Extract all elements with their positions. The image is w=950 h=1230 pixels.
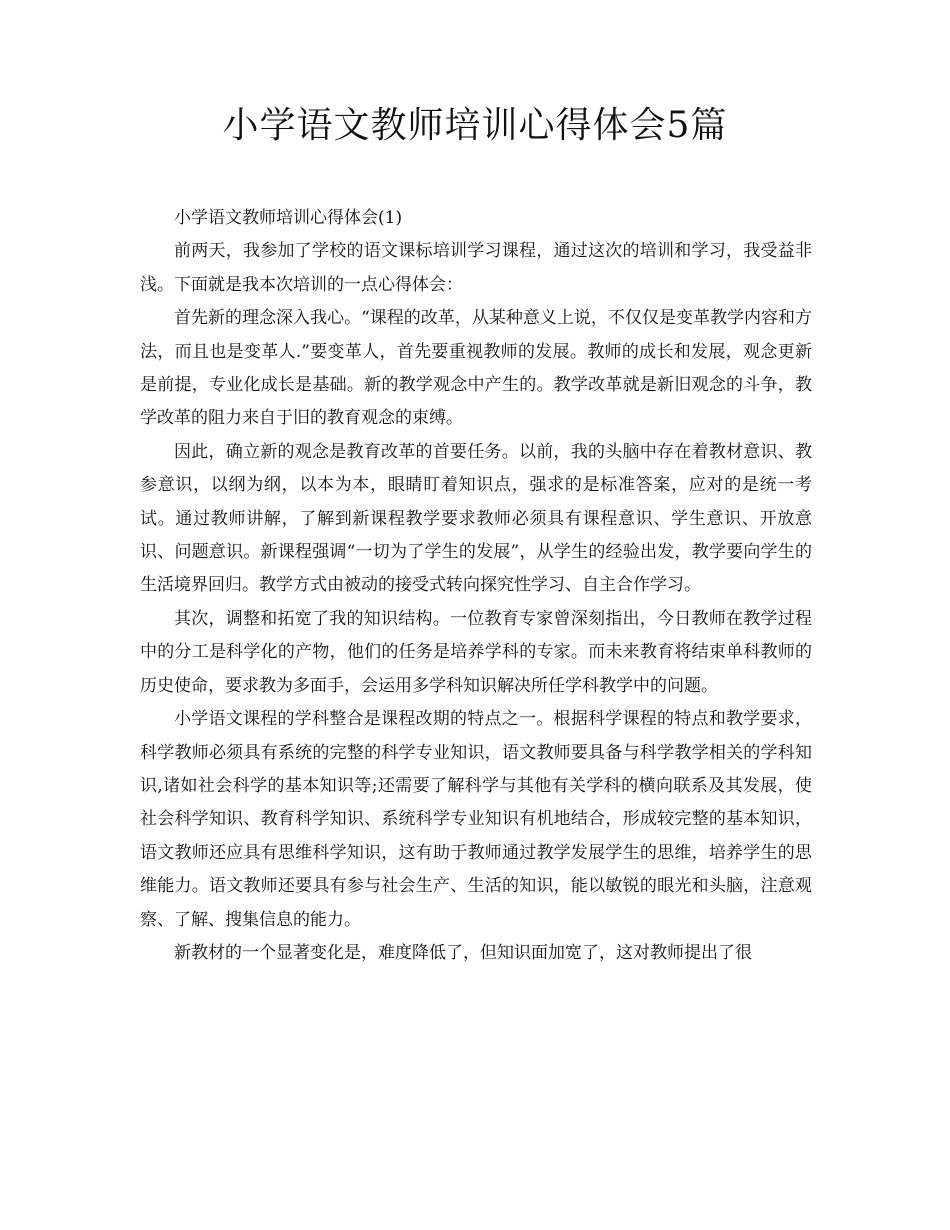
paragraph-subject-integration: 小学语文课程的学科整合是课程改期的特点之一。根据科学课程的特点和教学要求，科学教师必须具有系统的完整的科学专业知识，语文教师要具备与科学教学相关的学科知识,诸如社会科学的基本知识等;还需要了解科学与其他有关学科的横向联系及其发展，使社会科学知识、教育科学知识、系统科学专业知识有机地结合，形成较完整的基本知识，语文教师还应具有思维科学知识，这有助于教师通过教学发展学生的思维，培养学生的思维能力。语文教师还要具有参与社会生产、生活的知识，能以敏锐的眼光和头脑，注意观察、了解、搜集信息的能力。 — [140, 709, 812, 930]
document-title: 小学语文教师培训心得体会5篇 — [222, 105, 728, 146]
paragraph-knowledge-structure: 其次，调整和拓宽了我的知识结构。一位教育专家曾深刻指出，今日教师在教学过程中的分工是科学化的产物，他们的任务是培养学科的专家。而未来教育将结束单科教师的历史使命，要求教为多面手，会运用多学科知识解决所任学科教学中的问题。 — [140, 608, 812, 696]
section-heading: 小学语文教师培训心得体会(1) — [174, 208, 403, 228]
paragraph-new-concepts: 首先新的理念深入我心。“课程的改革，从某种意义上说，不仅仅是变革教学内容和方法，而且也是变革人.”要变革人，首先要重视教师的发展。教师的成长和发展，观念更新是前提，专业化成长是基础。新的教学观念中产生的。教学改革就是新旧观念的斗争，教学改革的阻力来自于旧的教育观念的束缚。 — [140, 308, 812, 429]
paragraph-reform-task: 因此，确立新的观念是教育改革的首要任务。以前，我的头脑中存在着教材意识、教参意识，以纲为纲，以本为本，眼睛盯着知识点，强求的是标准答案，应对的是统一考试。通过教师讲解，了解到新课程教学要求教师必须具有课程意识、学生意识、开放意识、问题意识。新课程强调“一切为了学生的发展”，从学生的经验出发，教学要向学生的生活境界回归。教学方式由被动的接受式转向探究性学习、自主合作学习。 — [140, 441, 812, 596]
document-body — [140, 202, 812, 970]
paragraph-intro: 前两天，我参加了学校的语文课标培训学习课程，通过这次的培训和学习，我受益非浅。下面就是我本次培训的一点心得体会： — [140, 241, 812, 295]
paragraph-new-textbook: 新教材的一个显著变化是，难度降低了，但知识面加宽了，这对教师提出了很 — [174, 942, 752, 963]
